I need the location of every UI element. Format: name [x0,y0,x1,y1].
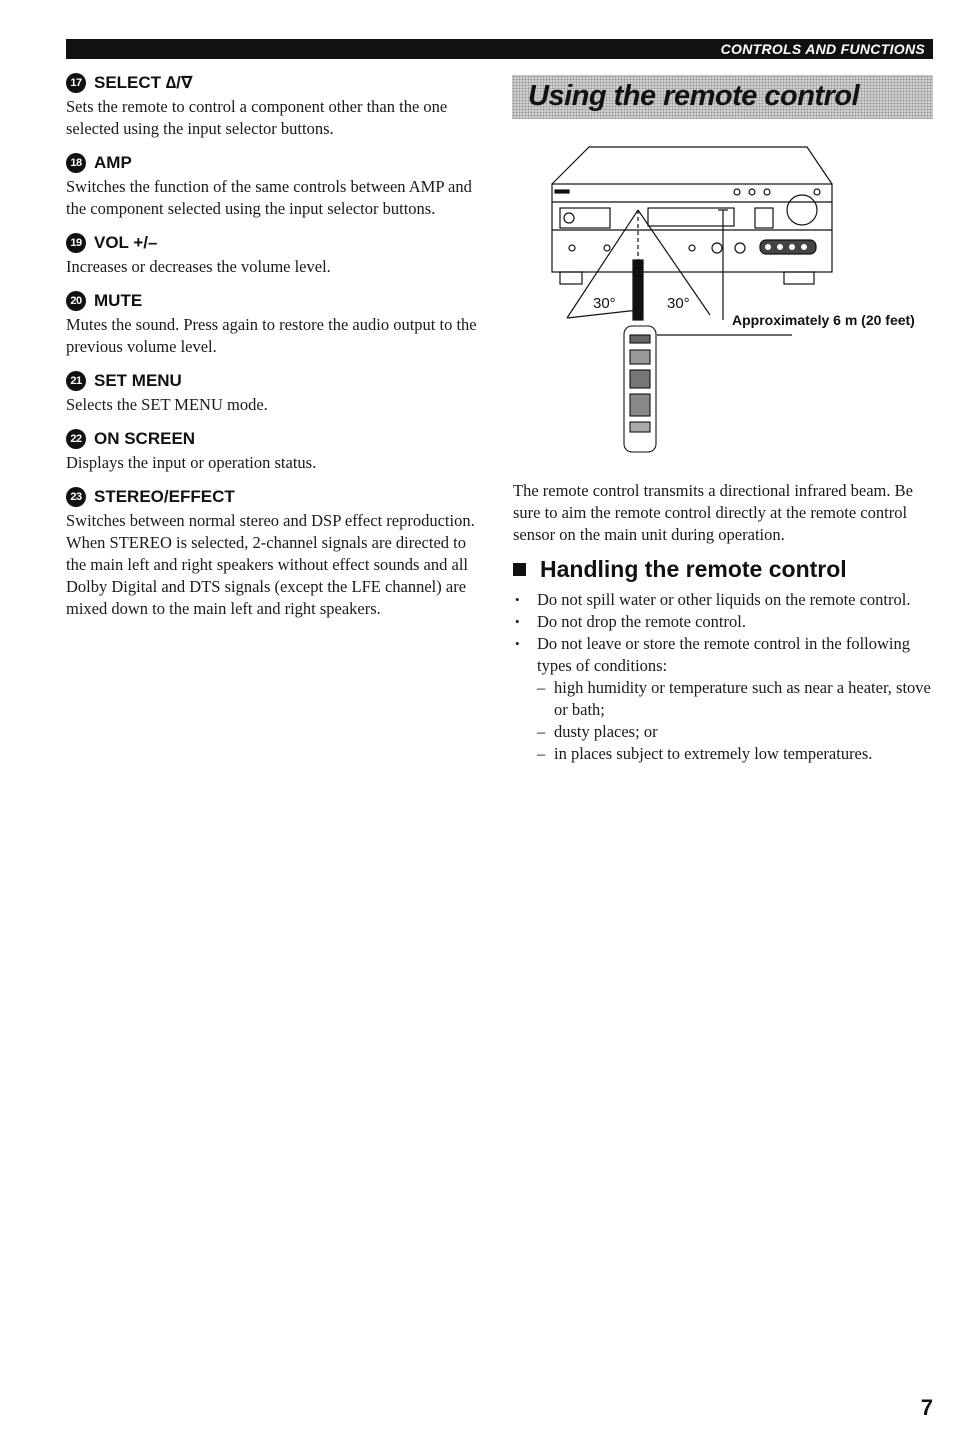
function-item-on-screen [66,428,486,474]
function-description: Selects the SET MENU mode. [66,395,268,414]
function-description: Switches the function of the same controls between AMP and the component selected using the input selector buttons. [66,177,472,218]
list-item-text: Do not leave or store the remote control in the following types of conditions: [537,634,910,675]
function-title: ON SCREEN [94,429,196,448]
list-item: – dusty places; or [537,721,933,743]
section-title-banner [512,75,933,119]
function-item-amp [66,152,486,220]
distance-label: Approximately 6 m (20 feet) [732,312,915,328]
section-title: Using the remote control [528,80,860,112]
function-item-vol [66,232,486,278]
handling-title: Handling the remote control [540,556,847,582]
function-list [66,72,486,632]
list-item: – in places subject to extremely low temperatures. [537,743,933,765]
remote-text-column [513,480,933,765]
intro-paragraph: The remote control transmits a directional infrared beam. Be sure to aim the remote control directly at the remote control sensor on the main unit during operation. [513,481,913,544]
list-item [513,633,933,765]
handling-list [513,589,933,765]
remote-range-illustration [512,130,933,470]
header-bar [66,39,933,59]
function-title: STEREO/EFFECT [94,487,235,506]
function-item-mute [66,290,486,358]
number-badge: 21 [66,371,86,391]
function-title: AMP [94,153,132,172]
number-badge: 17 [66,73,86,93]
remote-illustration [624,326,656,452]
number-badge: 19 [66,233,86,253]
function-item-select [66,72,486,140]
conditions-list [537,677,933,765]
page-number: 7 [920,1395,933,1420]
function-description: Displays the input or operation status. [66,453,317,472]
handling-heading [513,556,933,583]
list-item: • Do not spill water or other liquids on the remote control. [513,589,933,611]
list-item: • Do not drop the remote control. [513,611,933,633]
receiver-illustration [552,147,832,284]
angle-left-label: 30° [593,295,616,312]
angle-right-label: 30° [667,295,690,312]
header-label: CONTROLS AND FUNCTIONS [720,41,925,57]
function-description: Increases or decreases the volume level. [66,257,331,276]
number-badge: 20 [66,291,86,311]
square-bullet-icon [513,563,526,576]
function-title: VOL +/– [94,233,158,252]
function-description: Mutes the sound. Press again to restore the audio output to the previous volume level. [66,315,477,356]
function-title: SET MENU [94,371,182,390]
function-title: MUTE [94,291,143,310]
number-badge: 18 [66,153,86,173]
function-title: SELECT ∆/∇ [94,73,193,92]
number-badge: 23 [66,487,86,507]
list-item: – high humidity or temperature such as near a heater, stove or bath; [537,677,933,721]
function-description: Sets the remote to control a component other than the one selected using the input selector buttons. [66,97,448,138]
number-badge: 22 [66,429,86,449]
function-description: Switches between normal stereo and DSP effect reproduction. When STEREO is selected, 2-channel signals are directed to the main left and right speakers without effect sounds and all Dolby Digital and DTS signals (except the LFE channel) are mixed down to the main left and right speakers. [66,511,475,618]
function-item-set-menu [66,370,486,416]
function-item-stereo-effect [66,486,486,620]
